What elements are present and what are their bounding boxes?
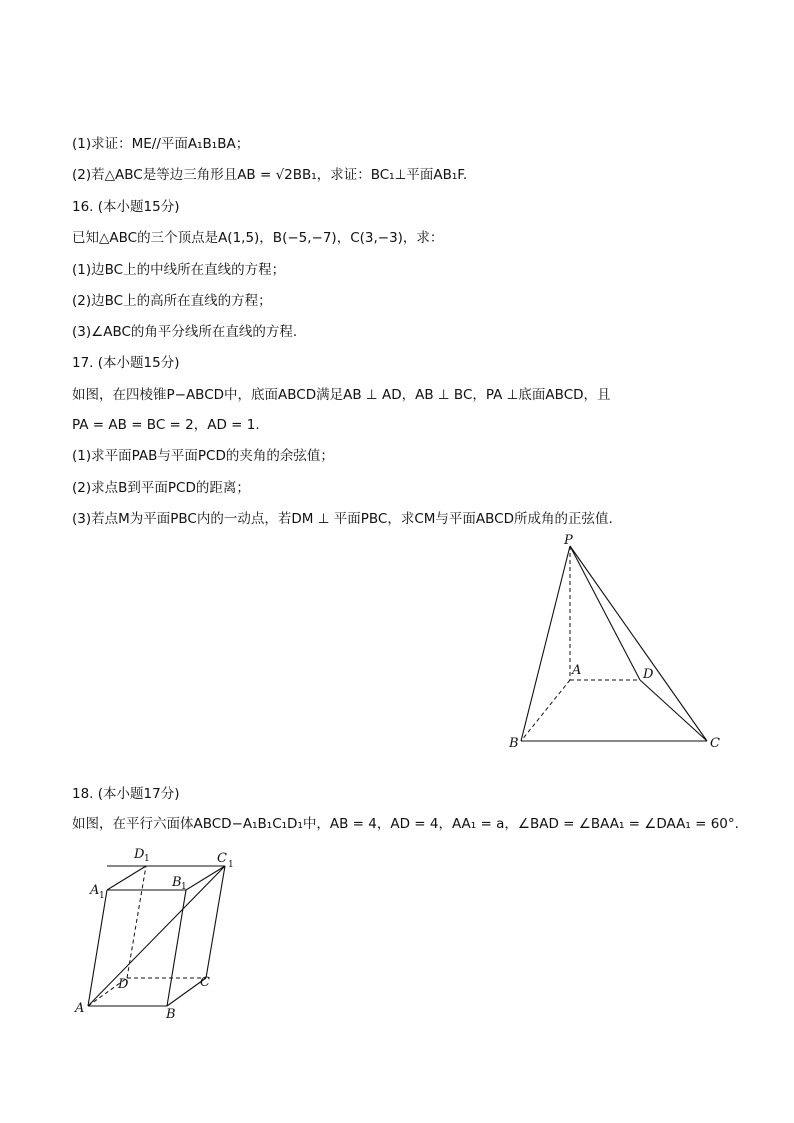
- edge-DC: [640, 680, 707, 741]
- q17-stem-1: 如图，在四棱锥P−ABCD中，底面ABCD满足AB ⊥ AD，AB ⊥ BC，PA ⊥底面ABCD，且: [72, 387, 611, 403]
- parallelepiped-figure: [70, 840, 250, 1025]
- edge-PD: [570, 546, 640, 680]
- q16-stem: 已知△ABC的三个顶点是A(1,5)，B(−5,−7)，C(3,−3)，求：: [72, 230, 444, 246]
- q16-part2: (2)边BC上的高所在直线的方程；: [72, 293, 272, 309]
- sub-A1: 1: [99, 891, 105, 901]
- edge-A1D1-top: [107, 866, 146, 890]
- label-B1: B: [172, 875, 182, 890]
- q16-heading: 16. (本小题15分): [72, 199, 180, 215]
- label-C: C: [710, 736, 720, 751]
- label-D: D: [643, 667, 654, 682]
- label-A: A: [572, 663, 582, 678]
- label-B: B: [509, 736, 519, 751]
- q17-heading: 17. (本小题15分): [72, 355, 180, 371]
- edge-DD1-hidden: [127, 866, 146, 978]
- edge-PB: [521, 546, 570, 741]
- label-C1: C: [217, 851, 227, 866]
- sub-C1: 1: [228, 860, 234, 870]
- label-A1: A: [90, 883, 100, 898]
- label-C: C: [200, 975, 210, 990]
- q16-part3: (3)∠ABC的角平分线所在直线的方程.: [72, 324, 298, 340]
- label-A: A: [75, 1001, 85, 1016]
- q15-part2: (2)若△ABC是等边三角形且AB = √2BB₁，求证：BC₁⊥平面AB₁F.: [72, 167, 468, 183]
- label-D: D: [118, 977, 129, 992]
- q17-part2: (2)求点B到平面PCD的距离；: [72, 480, 250, 496]
- q17-part3: (3)若点M为平面PBC内的一动点，若DM ⊥ 平面PBC，求CM与平面ABCD所成角的正弦值.: [72, 511, 613, 527]
- q16-part1: (1)边BC上的中线所在直线的方程；: [72, 262, 286, 278]
- q17-part1: (1)求平面PAB与平面PCD的夹角的余弦值；: [72, 448, 334, 464]
- edge-AA1: [88, 890, 107, 1006]
- sub-D1: 1: [144, 854, 150, 864]
- label-P: P: [564, 533, 573, 548]
- label-D1: D: [134, 847, 145, 862]
- edge-PC: [570, 546, 707, 741]
- sub-B1: 1: [181, 882, 187, 892]
- q18-heading: 18. (本小题17分): [72, 786, 180, 802]
- q18-stem: 如图，在平行六面体ABCD−A₁B₁C₁D₁中，AB = 4，AD = 4，AA₁ = a，∠BAD = ∠BAA₁ = ∠DAA₁ = 60°.: [72, 816, 739, 832]
- label-B: B: [166, 1007, 176, 1022]
- edge-BB1: [167, 890, 186, 1006]
- q17-stem-2: PA = AB = BC = 2，AD = 1.: [72, 417, 260, 433]
- q15-part1: (1)求证：ME//平面A₁B₁BA；: [72, 136, 250, 152]
- pyramid-figure: [500, 530, 740, 760]
